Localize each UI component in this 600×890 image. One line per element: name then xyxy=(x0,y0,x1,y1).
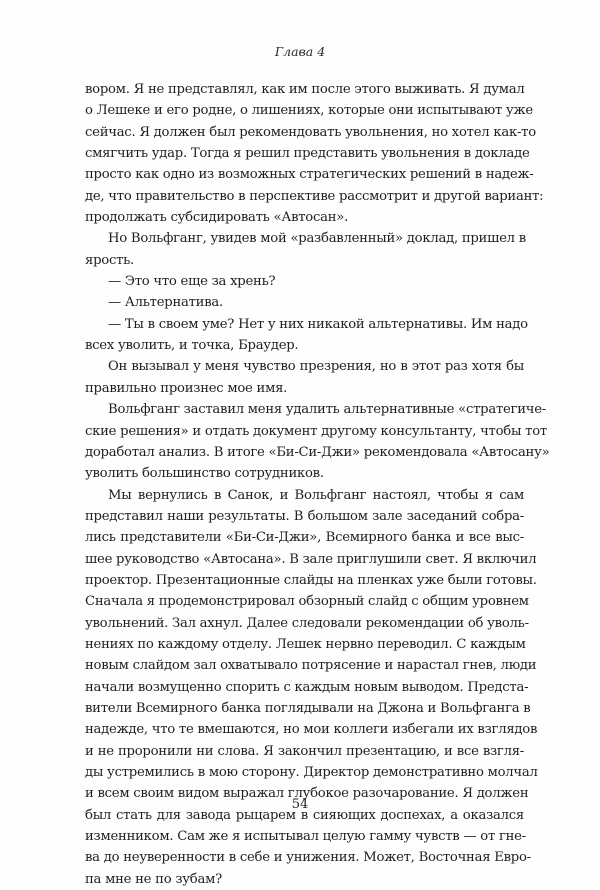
text-line: шее руководство «Автосана». В зале приглушили свет. Я включил xyxy=(85,551,537,567)
text-line: доработал анализ. В итоге «Би-Си-Джи» рекомендовала «Автосану» xyxy=(85,444,550,460)
paragraph xyxy=(85,356,524,399)
paragraph xyxy=(85,485,538,890)
text-line: де, что правительство в перспективе рассмотрит и другой вариант: xyxy=(85,188,544,204)
dialogue-line xyxy=(85,314,528,357)
text-line: Мы вернулись в Санок, и Вольфганг настоял, чтобы я сам xyxy=(108,487,524,503)
paragraph xyxy=(85,399,550,484)
body-text xyxy=(85,79,550,890)
text-line: начали возмущенно спорить с каждым новым выводом. Предста- xyxy=(85,679,529,695)
running-head: Глава 4 xyxy=(274,44,326,59)
page-number: 54 xyxy=(291,797,309,812)
text-line: продолжать субсидировать «Автосан». xyxy=(85,210,349,226)
text-line: увольнений. Зал ахнул. Далее следовали рекомендации об уволь- xyxy=(85,615,529,631)
text-line: ва до неуверенности в себе и унижения. Может, Восточная Евро- xyxy=(85,850,531,866)
text-line: представил наши результаты. В большом зале заседаний собра- xyxy=(85,508,524,524)
text-line: — Альтернатива. xyxy=(108,295,223,311)
text-line: ды устремились в мою сторону. Директор демонстративно молчал xyxy=(85,765,538,780)
text-line: всех уволить, и точка, Браудер. xyxy=(85,338,299,354)
text-line: ские решения» и отдать документ другому консультанту, чтобы тот xyxy=(85,423,547,439)
text-line: смягчить удар. Тогда я решил представить увольнения в докладе xyxy=(85,146,530,162)
text-line: вором. Я не представлял, как им после этого выживать. Я думал xyxy=(85,82,525,97)
text-line: новым слайдом зал охватывало потрясение и нарастал гнев, люди xyxy=(85,658,537,674)
text-line: изменником. Сам же я испытывал целую гамму чувств — от гне- xyxy=(85,829,526,845)
text-line: надежде, что те вмешаются, но мои коллеги избегали их взглядов xyxy=(85,722,538,738)
text-line: ярость. xyxy=(85,252,135,268)
text-line: па мне не по зубам? xyxy=(85,871,222,887)
text-line: вители Всемирного банка поглядывали на Джона и Вольфганга в xyxy=(85,700,531,716)
text-line: — Ты в своем уме? Нет у них никакой альтернативы. Им надо xyxy=(108,316,528,332)
text-line: лись представители «Би-Си-Джи», Всемирного банка и все выс- xyxy=(85,530,524,546)
text-line: проектор. Презентационные слайды на пленках уже были готовы. xyxy=(85,572,537,588)
paragraph xyxy=(85,79,544,228)
dialogue-line xyxy=(85,271,524,292)
text-line: Сначала я продемонстрировал обзорный слайд с общим уровнем xyxy=(85,594,529,610)
text-line: нениях по каждому отделу. Лешек нервно переводил. С каждым xyxy=(85,636,526,652)
text-line: правильно произнес мое имя. xyxy=(85,380,288,396)
text-line: Он вызывал у меня чувство презрения, но в этот раз хотя бы xyxy=(108,359,524,375)
text-line: сейчас. Я должен был рекомендовать увольнения, но хотел как-то xyxy=(85,124,536,140)
paragraph xyxy=(85,228,524,271)
text-line: о Лешеке и его родне, о лишениях, которые они испытывают уже xyxy=(85,103,533,119)
text-line: и не проронили ни слова. Я закончил презентацию, и все взгля- xyxy=(85,743,524,759)
text-line: Но Вольфганг, увидев мой «разбавленный» доклад, пришел в xyxy=(108,231,526,247)
text-line: просто как одно из возможных стратегических решений в надеж- xyxy=(85,167,534,183)
text-line: — Это что еще за хрень? xyxy=(108,274,276,290)
text-line: Вольфганг заставил меня удалить альтернативные «стратегиче- xyxy=(108,402,546,418)
dialogue-line xyxy=(85,292,524,313)
text-line: уволить большинство сотрудников. xyxy=(85,466,324,482)
text-line: был стать для завода рыцарем в сияющих доспехах, а оказался xyxy=(85,807,524,823)
text-line: и всем своим видом выражал глубокое разочарование. Я должен xyxy=(85,786,529,802)
